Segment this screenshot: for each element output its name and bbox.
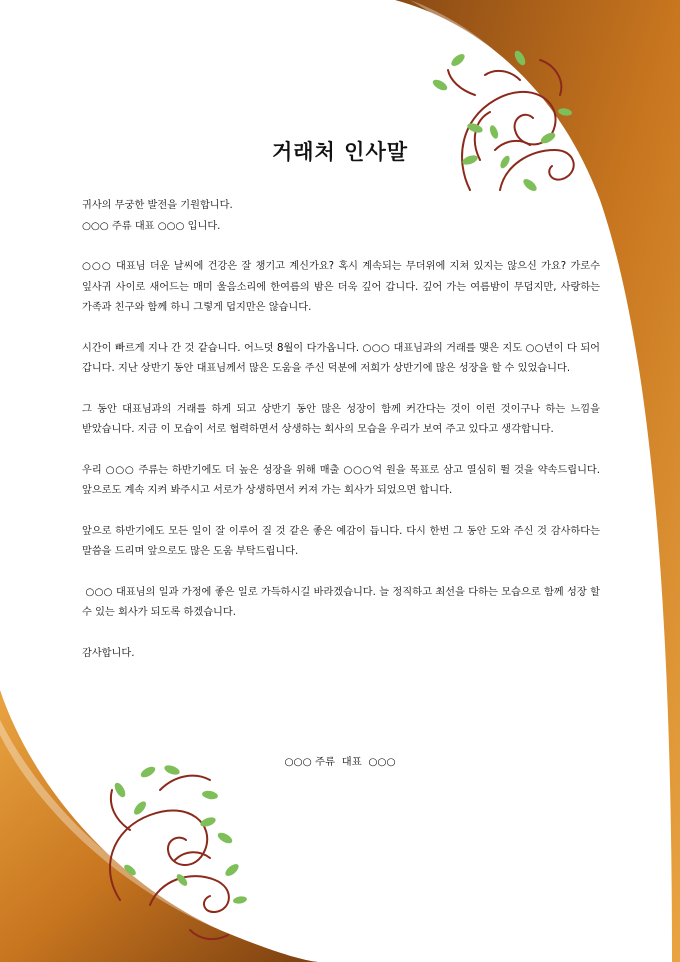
- signature-line: ○○○ 주류 대표 ○○○: [284, 756, 396, 768]
- body-paragraph-2: 시간이 빠르게 지나 간 것 같습니다. 어느덧 8월이 다가옵니다. ○○○ 대표님과의 거래를 맺은 지도 ○○년이 다 되어 갑니다. 지난 상반기 동안 대표님께서 많은 도움을 주신 덕분에 저희가 상반기에 많은 성장을 할 수 있었습니다.: [82, 342, 600, 374]
- body-paragraph-1: ○○○ 대표님 더운 날씨에 건강은 잘 챙기고 계신가요? 혹시 계속되는 무더위에 지쳐 있지는 않으신 가요? 가로수 잎사귀 사이로 새어드는 매미 울음소리에 한여름의 밤은 더욱 깊어 갑니다. 깊어 가는 여름밤이 무덥지만, 사랑하는 가족과 친구와 함께 하니 그렇게 덥지만은 않습니다.: [82, 261, 600, 313]
- document-title: 거래처 인사말: [271, 140, 409, 164]
- letter-body: [82, 196, 604, 684]
- greeting-line-2: ○○○ 주류 대표 ○○○ 입니다.: [82, 220, 221, 232]
- body-paragraph-3: 그 동안 대표님과의 거래를 하게 되고 상반기 동안 많은 성장이 함께 커간다는 것이 이런 것이구나 하는 느낌을 받았습니다. 지금 이 모습이 서로 협력하면서 상생하는 회사의 모습을 우리가 보여 주고 있다고 생각합니다.: [82, 403, 600, 435]
- body-paragraph-5: 앞으로 하반기에도 모든 일이 잘 이루어 질 것 같은 좋은 예감이 듭니다. 다시 한번 그 동안 도와 주신 것 감사하다는 말씀을 드리며 앞으로도 많은 도움 부탁드립니다.: [82, 525, 600, 557]
- body-paragraph-6: ○○○ 대표님의 일과 가정에 좋은 일로 가득하시길 바라겠습니다. 늘 정직하고 최선을 다하는 모습으로 함께 성장 할 수 있는 회사가 되도록 하겠습니다.: [82, 586, 604, 618]
- swoosh-bottom-left: [0, 690, 320, 962]
- closing-line: 감사합니다.: [82, 647, 135, 659]
- greeting-line-1: 귀사의 무궁한 발전을 기원합니다.: [82, 200, 233, 211]
- body-paragraph-4: 우리 ○○○ 주류는 하반기에도 더 높은 성장을 위해 매출 ○○○억 원을 목표로 삼고 열심히 뛸 것을 약속드립니다. 앞으로도 계속 지켜 봐주시고 서로가 상생하면서 커져 가는 회사가 되었으면 합니다.: [82, 464, 600, 496]
